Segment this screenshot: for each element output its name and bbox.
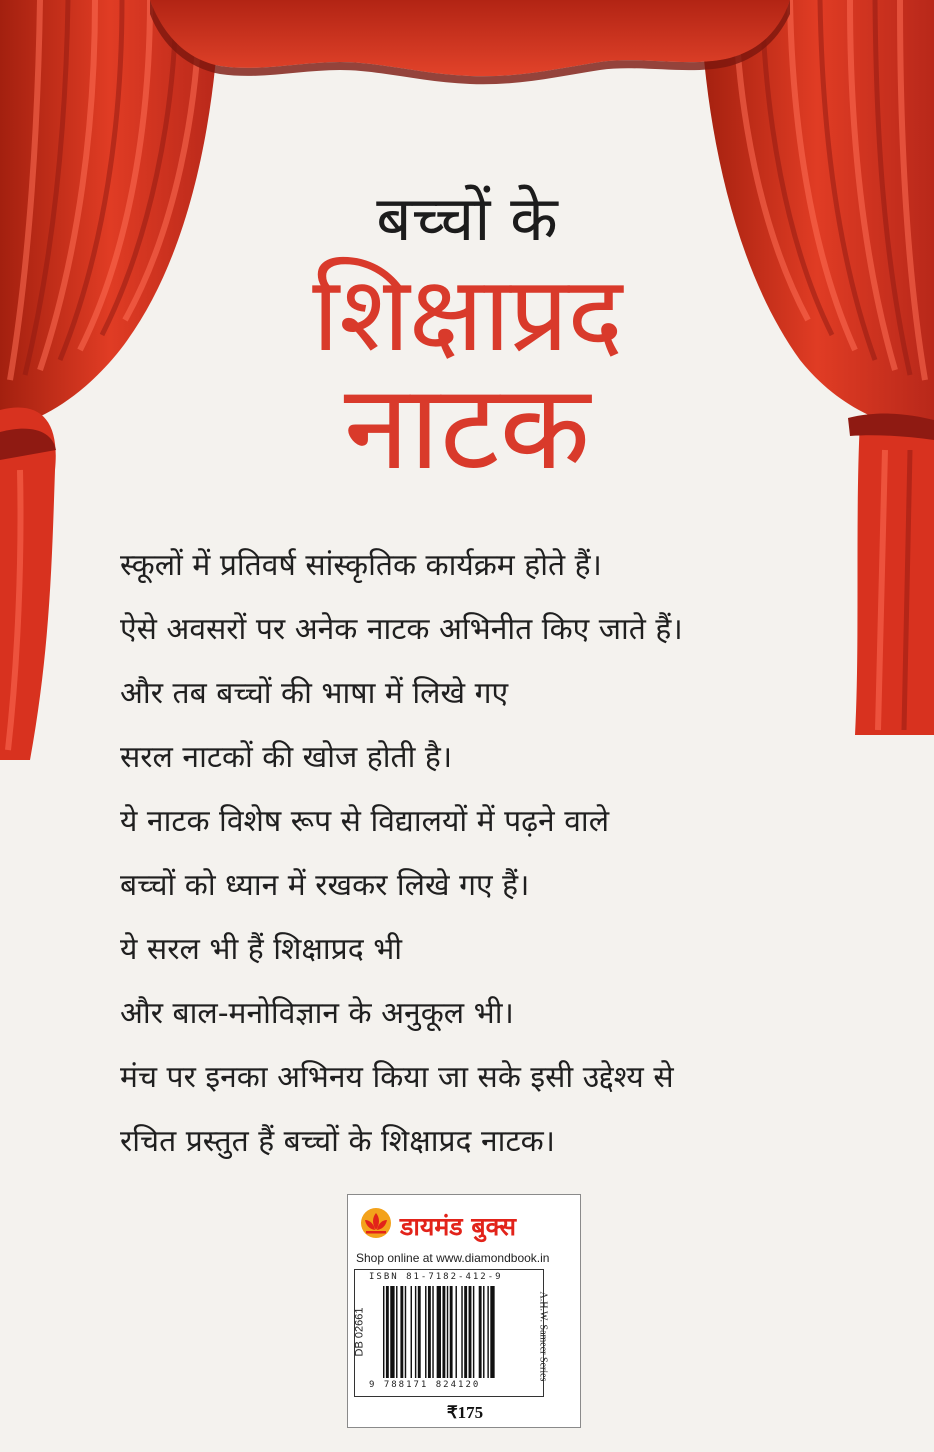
price: ₹175	[446, 1403, 484, 1422]
blurb-line: ऐसे अवसरों पर अनेक नाटक अभिनीत किए जाते हैं।	[120, 612, 683, 647]
barcode-block	[354, 1269, 544, 1397]
blurb-text	[120, 538, 820, 1178]
isbn-label: ISBN 81-7182-412-9	[369, 1272, 503, 1282]
blurb-line: मंच पर इनका अभिनय किया जा सके इसी उद्देश्य से	[120, 1060, 674, 1095]
series-name: A.H.W. Sameer Series	[537, 1291, 549, 1382]
blurb-line: स्कूलों में प्रतिवर्ष सांस्कृतिक कार्यक्रम होते हैं।	[120, 548, 602, 583]
title-line-3: नाटक	[343, 358, 591, 496]
blurb-line: रचित प्रस्तुत हैं बच्चों के शिक्षाप्रद नाटक।	[120, 1124, 555, 1159]
barcode	[383, 1286, 533, 1378]
shop-online-text: Shop online at www.diamondbook.in	[356, 1251, 550, 1265]
blurb-line: सरल नाटकों की खोज होती है।	[120, 740, 453, 775]
db-code: DB 02661	[353, 1307, 366, 1357]
blurb-line: बच्चों को ध्यान में रखकर लिखे गए हैं।	[120, 868, 530, 903]
blurb-line: ये नाटक विशेष रूप से विद्यालयों में पढ़ने वाले	[120, 804, 610, 839]
blurb-line: ये सरल भी हैं शिक्षाप्रद भी	[120, 932, 403, 967]
publisher-box	[347, 1194, 581, 1428]
blurb-line: और तब बच्चों की भाषा में लिखे गए	[120, 676, 509, 711]
title-line-1: बच्चों के	[376, 182, 558, 255]
lotus-logo-icon	[358, 1207, 394, 1239]
publisher-brand	[358, 1207, 572, 1241]
barcode-digits: 9 788171 824120	[369, 1380, 481, 1390]
blurb-line: और बाल-मनोविज्ञान के अनुकूल भी।	[120, 996, 514, 1031]
publisher-name: डायमंड बुक्स	[400, 1212, 517, 1241]
title-line-2: शिक्षाप्रद	[312, 253, 622, 375]
